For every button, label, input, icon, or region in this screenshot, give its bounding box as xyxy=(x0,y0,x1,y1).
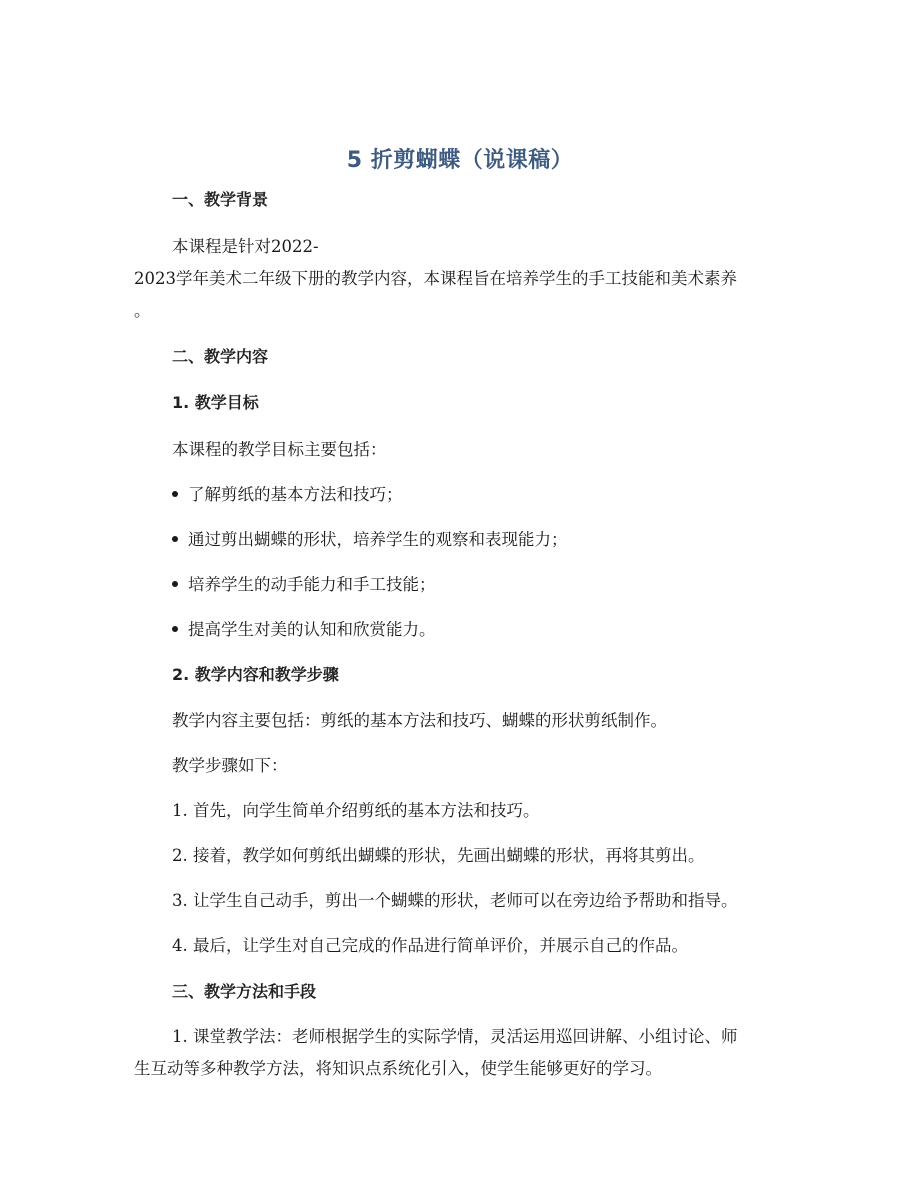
goal-bullet-text: 培养学生的动手能力和手工技能； xyxy=(188,575,436,594)
background-paragraph-line-2: 2023学年美术二年级下册的教学内容，本课程旨在培养学生的手工技能和美术素养 xyxy=(134,269,737,288)
step-item: 4. 最后，让学生对自己完成的作品进行简单评价，并展示自己的作品。 xyxy=(172,936,688,955)
bullet-icon xyxy=(172,626,178,632)
bullet-icon xyxy=(172,491,178,497)
subsection-heading-steps: 2. 教学内容和教学步骤 xyxy=(172,665,339,684)
goal-bullet-text: 通过剪出蝴蝶的形状，培养学生的观察和表现能力； xyxy=(188,530,568,549)
subsection-heading-goals: 1. 教学目标 xyxy=(172,393,259,412)
step-item: 2. 接着，教学如何剪纸出蝴蝶的形状，先画出蝴蝶的形状，再将其剪出。 xyxy=(172,846,705,865)
document-title: 5 折剪蝴蝶（说课稿） xyxy=(346,148,574,173)
goals-intro: 本课程的教学目标主要包括： xyxy=(172,440,387,459)
background-paragraph-line-3: 。 xyxy=(134,301,151,320)
goal-bullet-item xyxy=(172,529,568,551)
bullet-icon xyxy=(172,536,178,542)
goal-bullet-item xyxy=(172,484,403,506)
section-heading-methods: 三、教学方法和手段 xyxy=(172,982,317,1001)
steps-intro: 教学步骤如下： xyxy=(172,756,288,775)
methods-paragraph-line-2: 生互动等多种教学方法，将知识点系统化引入，使学生能够更好的学习。 xyxy=(134,1059,662,1078)
goal-bullet-item xyxy=(172,574,436,596)
methods-paragraph-line-1: 1. 课堂教学法：老师根据学生的实际学情，灵活运用巡回讲解、小组讨论、师 xyxy=(172,1027,738,1046)
step-item: 1. 首先，向学生简单介绍剪纸的基本方法和技巧。 xyxy=(172,801,540,820)
goal-bullet-item xyxy=(172,619,436,641)
section-heading-content: 二、教学内容 xyxy=(172,347,269,366)
step-item: 3. 让学生自己动手，剪出一个蝴蝶的形状，老师可以在旁边给予帮助和指导。 xyxy=(172,891,738,910)
content-paragraph: 教学内容主要包括：剪纸的基本方法和技巧、蝴蝶的形状剪纸制作。 xyxy=(172,711,667,730)
goal-bullet-text: 提高学生对美的认知和欣赏能力。 xyxy=(188,620,436,639)
background-paragraph-line-1: 本课程是针对2022- xyxy=(172,237,319,256)
goal-bullet-text: 了解剪纸的基本方法和技巧； xyxy=(188,485,403,504)
bullet-icon xyxy=(172,581,178,587)
section-heading-background: 一、教学背景 xyxy=(172,190,269,209)
